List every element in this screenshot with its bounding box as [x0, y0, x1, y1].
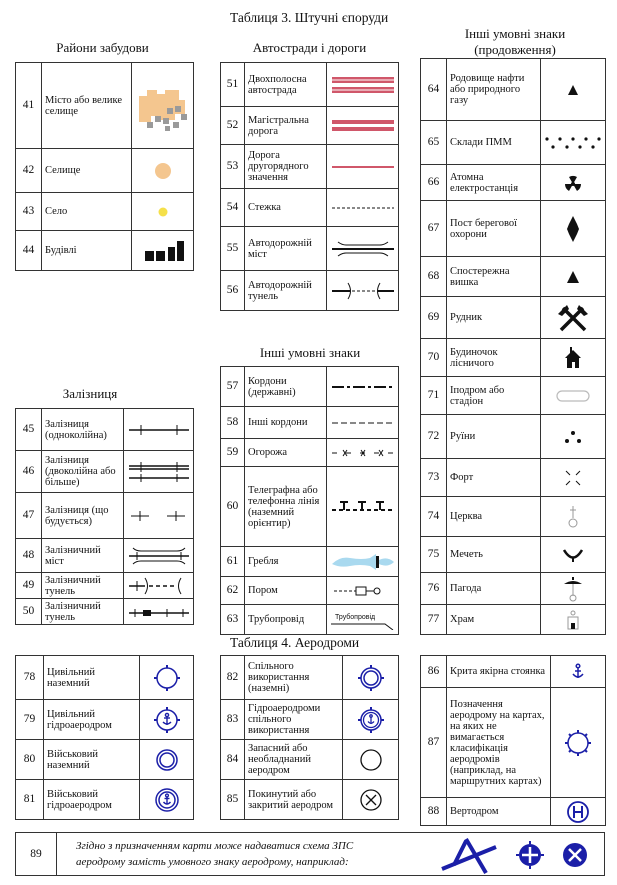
- row-label: Пагода: [447, 573, 541, 605]
- table-row: [221, 145, 399, 189]
- row-number: 46: [16, 451, 42, 493]
- row-number: 61: [221, 547, 245, 577]
- table-row: [421, 339, 606, 377]
- aerodromes-right-table: [420, 655, 606, 826]
- table-row: [421, 459, 606, 497]
- civil-aerodrome-icon: [140, 656, 194, 700]
- row-label: Позначення аеродрому на картах, на яких не вимагається класифікація аеродромів (наприклад, на маршрутних картах): [447, 688, 551, 798]
- row-label: Залізниця (двоколійна або більше): [42, 451, 124, 493]
- row-number: 78: [16, 656, 44, 700]
- civil-seaplane-icon: [140, 700, 194, 740]
- military-aerodrome-icon: [140, 740, 194, 780]
- row-label: Церква: [447, 497, 541, 537]
- row-label: Двохполосна автострада: [245, 63, 327, 107]
- table-row: [221, 577, 399, 605]
- table-row: [16, 656, 194, 700]
- table-row: [221, 656, 399, 700]
- row-number: 77: [421, 605, 447, 635]
- row-label: Атомна електростанція: [447, 165, 541, 201]
- table-row: [221, 780, 399, 820]
- row-number: 44: [16, 231, 42, 271]
- row-number: 64: [421, 59, 447, 121]
- table-row: [421, 605, 606, 635]
- row-label: Магістральна дорога: [245, 107, 327, 145]
- ruins-icon: [541, 415, 606, 459]
- table-row: [221, 467, 399, 547]
- settlement-dot-icon: [132, 149, 194, 193]
- fuel-depot-icon: [541, 121, 606, 165]
- row-label: Спостережна вишка: [447, 257, 541, 297]
- row-label: Гідроаеродроми спільного використання: [245, 700, 343, 740]
- table-row: [221, 227, 399, 271]
- row-number: 42: [16, 149, 42, 193]
- row-number: 67: [421, 201, 447, 257]
- table-row: [16, 493, 194, 539]
- section-roads: Автостради і дороги: [252, 40, 367, 55]
- note-text: [76, 838, 406, 870]
- row-number: 86: [421, 656, 447, 688]
- row-number: 81: [16, 780, 44, 820]
- section-other: Інші умовні знаки: [259, 345, 361, 360]
- table-row: [221, 547, 399, 577]
- row-label: Спільного використання (наземні): [245, 656, 343, 700]
- emergency-aerodrome-icon: [343, 740, 399, 780]
- row-number: 87: [421, 688, 447, 798]
- row-number: 54: [221, 189, 245, 227]
- row-number: 59: [221, 439, 245, 467]
- row-number: 88: [421, 798, 447, 826]
- row-number: 43: [16, 193, 42, 231]
- table-row: [421, 798, 606, 826]
- table-row: [16, 700, 194, 740]
- pipeline-icon-text: Трубопровід: [334, 613, 375, 621]
- fort-icon: [541, 459, 606, 497]
- row-label: Гребля: [245, 547, 327, 577]
- row-label: Склади ПММ: [447, 121, 541, 165]
- table-row: [221, 189, 399, 227]
- section-other-cont: [425, 26, 605, 58]
- section-other-cont-line1: Інші умовні знаки: [464, 26, 566, 41]
- row-label: Місто або велике селище: [42, 63, 132, 149]
- row-label: Покинутий або закритий аеродром: [245, 780, 343, 820]
- unclassified-aerodrome-icon: [551, 688, 606, 798]
- row-number: 68: [421, 257, 447, 297]
- table-row: [16, 451, 194, 493]
- main-road-icon: [327, 107, 399, 145]
- row-label: Залізничний тунель: [42, 599, 124, 625]
- table-row: [421, 257, 606, 297]
- aerodromes-left-table: [15, 655, 194, 820]
- aerodromes-mid-table: [220, 655, 399, 820]
- row-number: 84: [221, 740, 245, 780]
- table-row: [421, 165, 606, 201]
- road-tunnel-icon: [327, 271, 399, 311]
- row-label: Рудник: [447, 297, 541, 339]
- row-number: 89: [16, 833, 57, 875]
- row-label: Залізничний міст: [42, 539, 124, 573]
- table-row: [16, 780, 194, 820]
- row-label: Будівлі: [42, 231, 132, 271]
- table-row: [221, 700, 399, 740]
- other-signs-table: [220, 366, 399, 635]
- table-row: [16, 539, 194, 573]
- table-row: [221, 107, 399, 145]
- row-number: 69: [421, 297, 447, 339]
- table-4-title: Таблиця 4. Аеродроми: [230, 635, 360, 650]
- row-label: Трубопровід: [245, 605, 327, 635]
- stadium-icon: [541, 377, 606, 415]
- table-row: [421, 415, 606, 459]
- pipeline-icon: [327, 605, 399, 635]
- table-row: [221, 740, 399, 780]
- lookout-tower-icon: [541, 257, 606, 297]
- row-label: Дорога другорядного значення: [245, 145, 327, 189]
- row-label: Вертодром: [447, 798, 551, 826]
- section-rail: Залізниця: [62, 386, 118, 401]
- table-row: [421, 59, 606, 121]
- table-row: [421, 573, 606, 605]
- church-icon: [541, 497, 606, 537]
- row-number: 66: [421, 165, 447, 201]
- row-label: Залізниця (що будується): [42, 493, 124, 539]
- path-icon: [327, 189, 399, 227]
- note-line-1: Згідно з призначенням карти може надаватися схема ЗПС: [76, 840, 354, 852]
- row-label: Військовий наземний: [44, 740, 140, 780]
- row-label: Руїни: [447, 415, 541, 459]
- settlements-table: [15, 62, 194, 271]
- mine-icon: [541, 297, 606, 339]
- city-area-icon: [132, 63, 194, 149]
- row-label: Храм: [447, 605, 541, 635]
- row-number: 63: [221, 605, 245, 635]
- row-label: Автодорожній тунель: [245, 271, 327, 311]
- row-label: Огорожа: [245, 439, 327, 467]
- table-row: [221, 271, 399, 311]
- row-number: 71: [421, 377, 447, 415]
- row-label: Телеграфна або телефонна лінія (наземний орієнтир): [245, 467, 327, 547]
- row-number: 57: [221, 367, 245, 407]
- row-number: 83: [221, 700, 245, 740]
- table-row: [16, 231, 194, 271]
- rail-table: [15, 408, 194, 625]
- row-label: Родовище нафти або природного газу: [447, 59, 541, 121]
- row-number: 82: [221, 656, 245, 700]
- table-row: [16, 409, 194, 451]
- row-label: Автодорожній міст: [245, 227, 327, 271]
- double-rail-icon: [124, 451, 194, 493]
- row-label: Цивільний гідроаеродром: [44, 700, 140, 740]
- table-row: [421, 656, 606, 688]
- row-number: 55: [221, 227, 245, 271]
- nuclear-plant-icon: [541, 165, 606, 201]
- table-row: [421, 688, 606, 798]
- row-number: 58: [221, 407, 245, 439]
- table-row: [16, 573, 194, 599]
- table-3-title: Таблиця 3. Штучні єпоруди: [230, 10, 389, 25]
- row-number: 50: [16, 599, 42, 625]
- table-row: [221, 407, 399, 439]
- row-number: 70: [421, 339, 447, 377]
- row-number: 52: [221, 107, 245, 145]
- telegraph-line-icon: [327, 467, 399, 547]
- row-label: Іподром або стадіон: [447, 377, 541, 415]
- row-label: Залізничний тунель: [42, 573, 124, 599]
- section-settlements: Райони забудови: [56, 40, 149, 55]
- table-row: [221, 367, 399, 407]
- table-row: [421, 497, 606, 537]
- table-row: [16, 149, 194, 193]
- single-rail-icon: [124, 409, 194, 451]
- rail-tunnel-icon: [124, 573, 194, 599]
- table-row: [421, 297, 606, 339]
- buildings-icon: [132, 231, 194, 271]
- rail-bridge-icon: [124, 539, 194, 573]
- other-border-icon: [327, 407, 399, 439]
- row-label: Будиночок лісничого: [447, 339, 541, 377]
- row-number: 80: [16, 740, 44, 780]
- row-number: 51: [221, 63, 245, 107]
- table-row: [16, 193, 194, 231]
- row-label: Інші кордони: [245, 407, 327, 439]
- row-number: 56: [221, 271, 245, 311]
- row-label: Форт: [447, 459, 541, 497]
- dam-icon: [327, 547, 399, 577]
- row-number: 45: [16, 409, 42, 451]
- row-number: 76: [421, 573, 447, 605]
- oil-field-icon: [541, 59, 606, 121]
- row-number: 47: [16, 493, 42, 539]
- table-row: [421, 377, 606, 415]
- row-label: Цивільний наземний: [44, 656, 140, 700]
- table-row: [221, 439, 399, 467]
- row-number: 60: [221, 467, 245, 547]
- anchorage-icon: [551, 656, 606, 688]
- row-number: 79: [16, 700, 44, 740]
- note-line-2: аеродрому замість умовного знаку аеродрому, наприклад:: [76, 856, 349, 868]
- runway-scheme-round-icon: [516, 841, 544, 869]
- row-number: 62: [221, 577, 245, 605]
- row-label: Селище: [42, 149, 132, 193]
- row-label: Пост берегової охорони: [447, 201, 541, 257]
- row-label: Крита якірна стоянка: [447, 656, 551, 688]
- row-label: Мечеть: [447, 537, 541, 573]
- table-row: [221, 605, 399, 635]
- table-row: [421, 537, 606, 573]
- row-label: Пором: [245, 577, 327, 605]
- roads-table: [220, 62, 399, 311]
- row-number: 75: [421, 537, 447, 573]
- row-label: Стежка: [245, 189, 327, 227]
- closed-aerodrome-icon: [343, 780, 399, 820]
- heliport-icon: [551, 798, 606, 826]
- runway-scheme-cross-icon: [561, 841, 589, 869]
- state-border-icon: [327, 367, 399, 407]
- forester-house-icon: [541, 339, 606, 377]
- ferry-icon: [327, 577, 399, 605]
- row-label: Залізниця (одноколійна): [42, 409, 124, 451]
- row-number: 53: [221, 145, 245, 189]
- military-seaplane-icon: [140, 780, 194, 820]
- table-row: [16, 63, 194, 149]
- village-dot-icon: [132, 193, 194, 231]
- table-row: [421, 201, 606, 257]
- row-number: 65: [421, 121, 447, 165]
- row-label: Військовий гідроаеродром: [44, 780, 140, 820]
- row-label: Запасний або необладнаний аеродром: [245, 740, 343, 780]
- road-bridge-icon: [327, 227, 399, 271]
- row-label: Кордони (державні): [245, 367, 327, 407]
- coast-guard-icon: [541, 201, 606, 257]
- rail-under-construction-icon: [124, 493, 194, 539]
- table-row: [221, 63, 399, 107]
- section-other-cont-line2: (продовження): [474, 42, 556, 57]
- dual-highway-icon: [327, 63, 399, 107]
- row-number: 85: [221, 780, 245, 820]
- table-row: [16, 599, 194, 625]
- runway-scheme-icon: [436, 835, 506, 875]
- joint-aerodrome-icon: [343, 656, 399, 700]
- row-number: 74: [421, 497, 447, 537]
- mosque-icon: [541, 537, 606, 573]
- other-signs-cont-table: [420, 58, 606, 635]
- row-number: 49: [16, 573, 42, 599]
- secondary-road-icon: [327, 145, 399, 189]
- joint-seaplane-icon: [343, 700, 399, 740]
- rail-station-icon: [124, 599, 194, 625]
- note-row: [15, 832, 605, 876]
- row-label: Село: [42, 193, 132, 231]
- row-number: 48: [16, 539, 42, 573]
- pagoda-icon: [541, 573, 606, 605]
- row-number: 73: [421, 459, 447, 497]
- temple-icon: [541, 605, 606, 635]
- row-number: 72: [421, 415, 447, 459]
- row-number: 41: [16, 63, 42, 149]
- table-row: [421, 121, 606, 165]
- table-row: [16, 740, 194, 780]
- fence-icon: [327, 439, 399, 467]
